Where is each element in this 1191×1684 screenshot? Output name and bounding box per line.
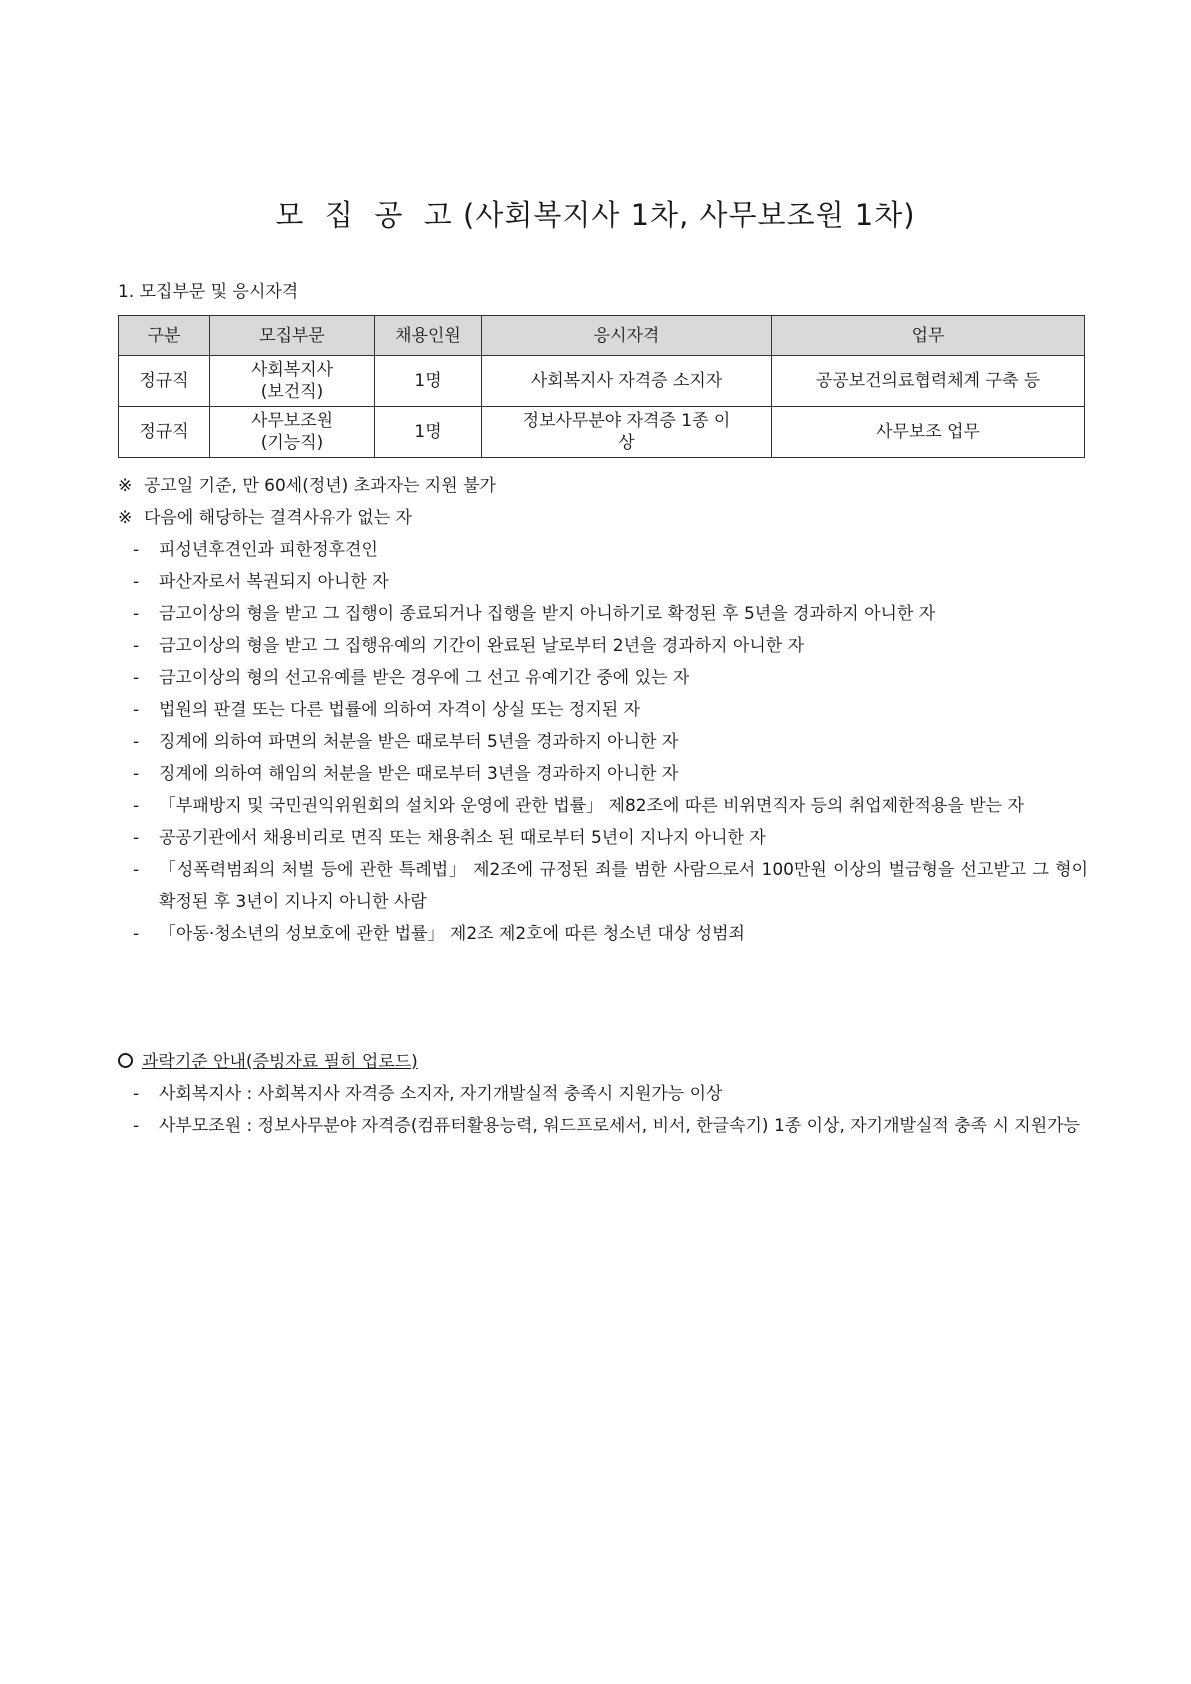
list-item: [118, 790, 1088, 822]
cell-qualification: 정보사무분야 자격증 1종 이상: [482, 407, 772, 458]
guide-item-text: 정보사무분야 자격증(컴퓨터활용능력, 워드프로세서, 비서, 한글속기) 1종 이상, 자기개발실적 충족 시 지원가능: [257, 1116, 1080, 1136]
dash-marker: -: [133, 860, 140, 880]
list-item-text: 「아동·청소년의 성보호에 관한 법률」 제2조 제2호에 따른 청소년 대상 성범죄: [159, 924, 745, 944]
list-item-text: 금고이상의 형의 선고유예를 받은 경우에 그 선고 유예기간 중에 있는 자: [159, 668, 690, 688]
list-item: [118, 694, 1088, 726]
dash-marker: -: [133, 604, 140, 624]
list-item: [118, 854, 1088, 918]
header-duty: 업무: [772, 316, 1085, 356]
list-item: [118, 1078, 1088, 1110]
age-note: [118, 470, 1088, 502]
header-field: 모집부문: [210, 316, 375, 356]
disqualification-intro-text: 다음에 해당하는 결격사유가 없는 자: [144, 508, 412, 528]
list-item: [118, 630, 1088, 662]
table-header-row: [119, 316, 1085, 356]
guide-item-text: 사회복지사 자격증 소지자, 자기개발실적 충족시 지원가능 이상: [257, 1084, 723, 1104]
list-item-text: 공공기관에서 채용비리로 면직 또는 채용취소 된 때로부터 5년이 지나지 아니한 자: [159, 828, 766, 848]
cell-field: [210, 356, 375, 407]
list-item-text: 법원의 판결 또는 다른 법률에 의하여 자격이 상실 또는 정지된 자: [159, 700, 641, 720]
cell-count: 1명: [375, 407, 482, 458]
list-item-text: 「부패방지 및 국민권익위원회의 설치와 운영에 관한 법률」 제82조에 따른 비위면직자 등의 취업제한적용을 받는 자: [159, 796, 1024, 816]
header-type: 구분: [119, 316, 210, 356]
dash-marker: -: [133, 540, 140, 560]
dash-marker: -: [133, 924, 140, 944]
dash-marker: -: [133, 796, 140, 816]
section-heading: 1. 모집부문 및 응시자격: [118, 282, 299, 302]
guide-item-label: 사회복지사 :: [159, 1084, 258, 1104]
list-item: [118, 822, 1088, 854]
list-item: [118, 598, 1088, 630]
list-item-text: 피성년후견인과 피한정후견인: [159, 540, 378, 560]
dash-marker: -: [133, 668, 140, 688]
header-count: 채용인원: [375, 316, 482, 356]
list-item-text: 파산자로서 복권되지 아니한 자: [159, 572, 389, 592]
cell-type: 정규직: [119, 407, 210, 458]
disqualification-intro: [118, 502, 1088, 534]
dash-marker: -: [133, 572, 140, 592]
dash-marker: -: [133, 764, 140, 784]
table-row: [119, 356, 1085, 407]
table-row: [119, 407, 1085, 458]
list-item-text: 「성폭력범죄의 처벌 등에 관한 특례법」 제2조에 규정된 죄를 범한 사람으로서 100만원 이상의 벌금형을 선고받고 그 형이 확정된 후 3년이 지나지 아니한 사람: [159, 860, 1088, 912]
cell-duty: 공공보건의료협력체계 구축 등: [772, 356, 1085, 407]
dash-marker: -: [133, 636, 140, 656]
list-item-text: 징계에 의하여 파면의 처분을 받은 때로부터 5년을 경과하지 아니한 자: [159, 732, 679, 752]
eligibility-notes: [118, 470, 1088, 950]
cell-duty: 사무보조 업무: [772, 407, 1085, 458]
list-item: [118, 758, 1088, 790]
dash-marker: -: [133, 732, 140, 752]
age-note-text: 공고일 기준, 만 60세(정년) 초과자는 지원 불가: [144, 476, 496, 496]
guide-heading-text: 과락기준 안내(증빙자료 필히 업로드): [142, 1052, 418, 1072]
guide-item-label: 사부모조원 :: [159, 1116, 258, 1136]
header-qualification: 응시자격: [482, 316, 772, 356]
dash-marker: -: [133, 1084, 140, 1104]
list-item: [118, 1110, 1088, 1142]
field-category: (보건직): [260, 382, 324, 402]
list-item-text: 징계에 의하여 해임의 처분을 받은 때로부터 3년을 경과하지 아니한 자: [159, 764, 679, 784]
reference-mark: ※: [118, 508, 133, 528]
list-item-text: 금고이상의 형을 받고 그 집행유예의 기간이 완료된 날로부터 2년을 경과하지 아니한 자: [159, 636, 805, 656]
cell-type: 정규직: [119, 356, 210, 407]
field-name: 사회복지사: [250, 360, 334, 380]
cell-qualification: 사회복지사 자격증 소지자: [482, 356, 772, 407]
list-item: [118, 534, 1088, 566]
circle-bullet-icon: [118, 1053, 133, 1068]
cell-count: 1명: [375, 356, 482, 407]
field-category: (기능직): [260, 433, 324, 453]
reference-mark: ※: [118, 476, 133, 496]
guide-heading: [118, 1046, 1088, 1078]
disqualification-list: [118, 534, 1088, 950]
list-item-text: 금고이상의 형을 받고 그 집행이 종료되거나 집행을 받지 아니하기로 확정된 후 5년을 경과하지 아니한 자: [159, 604, 936, 624]
cutoff-guide: [118, 1046, 1088, 1142]
page-title: 모 집 공 고 (사회복지사 1차, 사무보조원 1차): [275, 198, 916, 232]
list-item: [118, 726, 1088, 758]
list-item: [118, 566, 1088, 598]
dash-marker: -: [133, 828, 140, 848]
field-name: 사무보조원: [250, 411, 334, 431]
recruitment-table: [118, 315, 1085, 458]
list-item: [118, 662, 1088, 694]
dash-marker: -: [133, 700, 140, 720]
list-item: [118, 918, 1088, 950]
dash-marker: -: [133, 1116, 140, 1136]
cell-field: [210, 407, 375, 458]
